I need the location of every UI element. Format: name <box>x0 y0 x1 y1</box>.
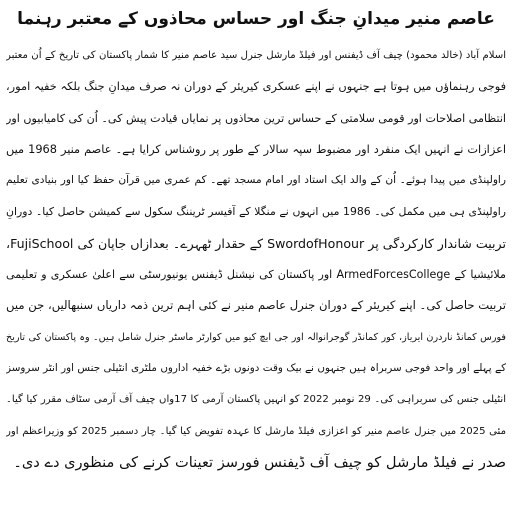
article-line: ملائیشیا کے ArmedForcesCollege اور پاکستان کی نیشنل ڈیفنس یونیورسٹی سے اعلیٰ عسکری و تعلیمی <box>6 268 506 282</box>
article-line: راولپنڈی میں پیدا ہوئے۔ اُن کے والد ایک استاد اور امام مسجد تھے۔ کم عمری میں قرآن حفظ کیا اور بنیادی تعلیم <box>6 174 506 187</box>
article-line: انٹیلی جنس کی سربراہی کی۔ 29 نومبر 2022 کو انہیں پاکستان آرمی کا 17واں چیف آف آرمی سٹاف مقرر کیا گیا۔ <box>6 394 506 406</box>
article-line: تربیت شاندار کارکردگی پر SwordofHonour کے حقدار ٹھہرے۔ بعدازاں جاپان کی FujiSchool، <box>6 235 506 251</box>
article-line: کے پہلے اور واحد فوجی سربراہ ہیں جنہوں نے بیک وقت دونوں بڑے خفیہ اداروں ملٹری انٹیلی جنس اور انٹر سروسز <box>6 361 506 374</box>
article-line: راولپنڈی ہی میں مکمل کی۔ 1986 میں انہوں نے منگلا کے آفیسر ٹریننگ سکول سے کمیشن حاصل کیا۔ دورانِ <box>6 205 506 219</box>
article-line: انتظامی اصلاحات اور قومی سلامتی کے حساس ترین محاذوں پر نمایاں قیادت پیش کی۔ اُن کی کامیابیوں اور <box>6 111 506 125</box>
headline: عاصم منیر میدانِ جنگ اور حساس محاذوں کے معتبر رہنما <box>17 9 495 29</box>
article-line: اسلام آباد (خالد محمود) چیف آف ڈیفنس اور فیلڈ مارشل جنرل سید عاصم منیر کا شمار پاکستان کی تاریخ کے اُن معتبر <box>6 50 506 61</box>
article-line: فورس کمانڈ ناردرن ایریاز، کور کمانڈر گوجرانوالہ اور جی ایچ کیو میں کوارٹر ماسٹر جنرل شامل ہیں۔ وہ پاکستان کی تاریخ <box>6 331 506 343</box>
article-line: مئی 2025 میں جنرل عاصم منیر کو اعزازی فیلڈ مارشل کا عہدہ تفویض کیا گیا۔ چار دسمبر 2025 کو وزیراعظم اور <box>6 425 506 437</box>
article-line: اعزازات نے انہیں ایک منفرد اور مضبوط سپہ سالار کے طور پر روشناس کرایا ہے۔ عاصم منیر 1968 میں <box>6 141 506 156</box>
article-line: صدر نے فیلڈ مارشل کو چیف آف ڈیفنس فورسز تعینات کرنے کی منظوری دے دی۔ <box>13 453 506 471</box>
article-line: فوجی رہنماؤں میں ہوتا ہے جنہوں نے اپنے عسکری کیریئر کے دوران نہ صرف میدانِ جنگ بلکہ خفیہ امور، <box>6 79 506 94</box>
article-line: تربیت حاصل کی۔ اپنے کیریئر کے دوران جنرل عاصم منیر نے کئی اہم ترین ذمہ داریاں سنبھالیں، جن میں <box>6 298 506 313</box>
article-body <box>6 40 506 478</box>
